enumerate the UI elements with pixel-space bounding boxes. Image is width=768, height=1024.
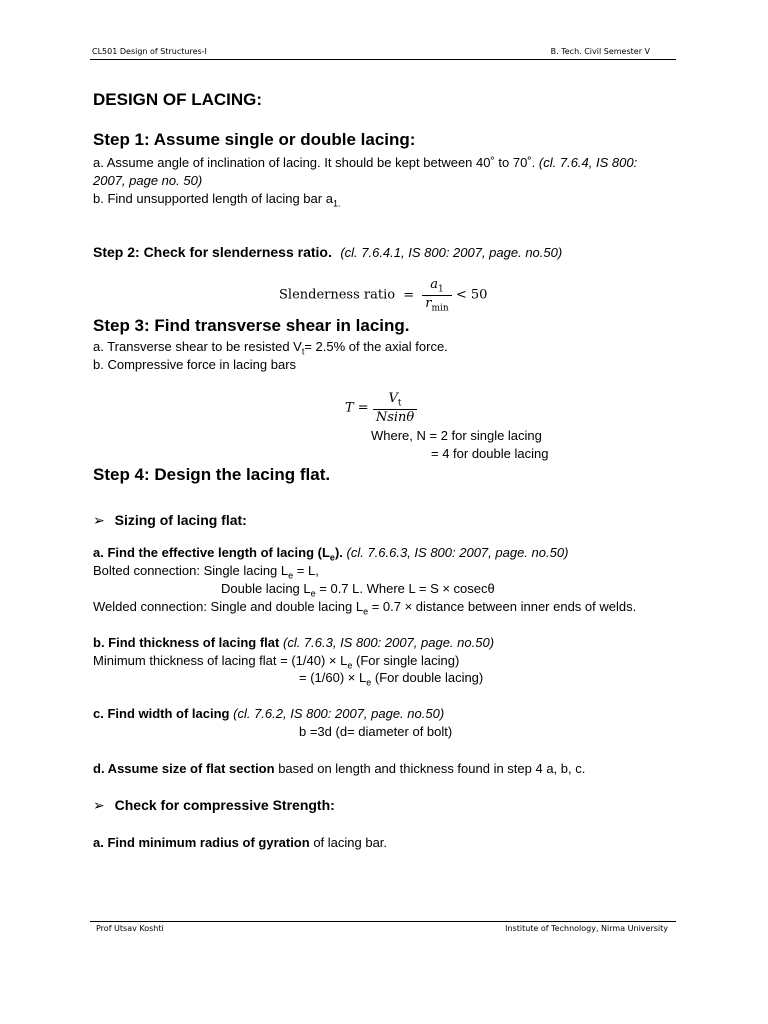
footer-author: Prof Utsav Koshti <box>96 924 164 933</box>
step4-c: c. Find width of lacing (cl. 7.6.2, IS 800: 2007, page. no.50) <box>93 706 445 721</box>
step3-a: a. Transverse shear to be resisted $V_t= 2.5\%$ of the axial force. <box>93 339 448 357</box>
sizing-heading: Sizing of lacing flat: <box>114 512 247 528</box>
step4-a: a. Find the effective length of lacing $(L_e)$. (cl. 7.6.6.3, IS 800: 2007, page. no.50) <box>93 545 569 563</box>
sizing-heading-line <box>93 512 247 529</box>
where-double: = 4 for double lacing <box>431 446 549 461</box>
slenderness-fraction: $\frac{a_1}{r_{min}}$ <box>422 277 451 313</box>
shear-formula: T = $\frac{V_t}{Nsin\theta}$ <box>345 391 417 425</box>
welded-connection: Welded connection: Single and double lacing $L_e = 0.7$ × distance between inner ends of welds. <box>93 599 637 617</box>
bolted-double: Double lacing $L_e = 0.7$ L. Where L = S × cosecθ <box>221 581 495 599</box>
radius-gyration: a. Find minimum radius of gyration of lacing bar. <box>93 835 388 850</box>
arrow-bullet-icon: ➢ <box>93 513 105 529</box>
step4-d: d. Assume size of flat section based on length and thickness found in step 4 a, b, c. <box>93 761 586 776</box>
check-heading: Check for compressive Strength: <box>114 797 335 813</box>
step2-heading: Step 2: Check for slenderness ratio. <box>93 244 332 260</box>
step3-b: b. Compressive force in lacing bars <box>93 357 297 372</box>
step2-ref: (cl. 7.6.4.1, IS 800: 2007, page. no.50) <box>340 245 563 260</box>
width-formula: b =3d (d= diameter of bolt) <box>299 724 453 739</box>
step4-b: b. Find thickness of lacing flat (cl. 7.6.3, IS 800: 2007, page. no.50) <box>93 635 495 650</box>
step2-heading-line <box>93 244 562 262</box>
step1-a: a. Assume angle of inclination of lacing. It should be kept between 40˚ to 70˚. (cl. 7.6.4, IS 800: <box>93 155 638 170</box>
step4-heading: Step 4: Design the lacing flat. <box>93 465 331 484</box>
page-footer <box>90 921 676 936</box>
check-heading-line <box>93 797 335 814</box>
arrow-bullet-icon: ➢ <box>93 798 105 814</box>
step1-a-ref-cont: 2007, page no. 50) <box>93 173 203 188</box>
page-header <box>90 45 676 60</box>
page-title: DESIGN OF LACING: <box>93 90 263 109</box>
footer-institute: Institute of Technology, Nirma University <box>505 924 668 933</box>
bolted-single: Bolted connection: Single lacing $L_e = L$, <box>93 563 319 581</box>
step3-heading: Step 3: Find transverse shear in lacing. <box>93 316 410 335</box>
min-thickness-double: = $(1/60) \times L_e$ (For double lacing) <box>299 670 484 688</box>
step1-b: b. Find unsupported length of lacing bar $a_{1.}$ <box>93 191 341 209</box>
slenderness-formula: Slenderness ratio = $\frac{a_1}{r_{min}}$ < 50 <box>279 277 488 314</box>
header-course: CL501 Design of Structures-I <box>92 47 207 56</box>
where-single: Where, N = 2 for single lacing <box>371 428 542 443</box>
min-thickness-single: Minimum thickness of lacing flat = $(1/40) \times L_e$ (For single lacing) <box>93 653 460 671</box>
header-program: B. Tech. Civil Semester V <box>550 47 650 56</box>
shear-fraction: $\frac{V_t}{Nsin\theta}$ <box>373 391 417 425</box>
step1-heading: Step 1: Assume single or double lacing: <box>93 130 416 149</box>
